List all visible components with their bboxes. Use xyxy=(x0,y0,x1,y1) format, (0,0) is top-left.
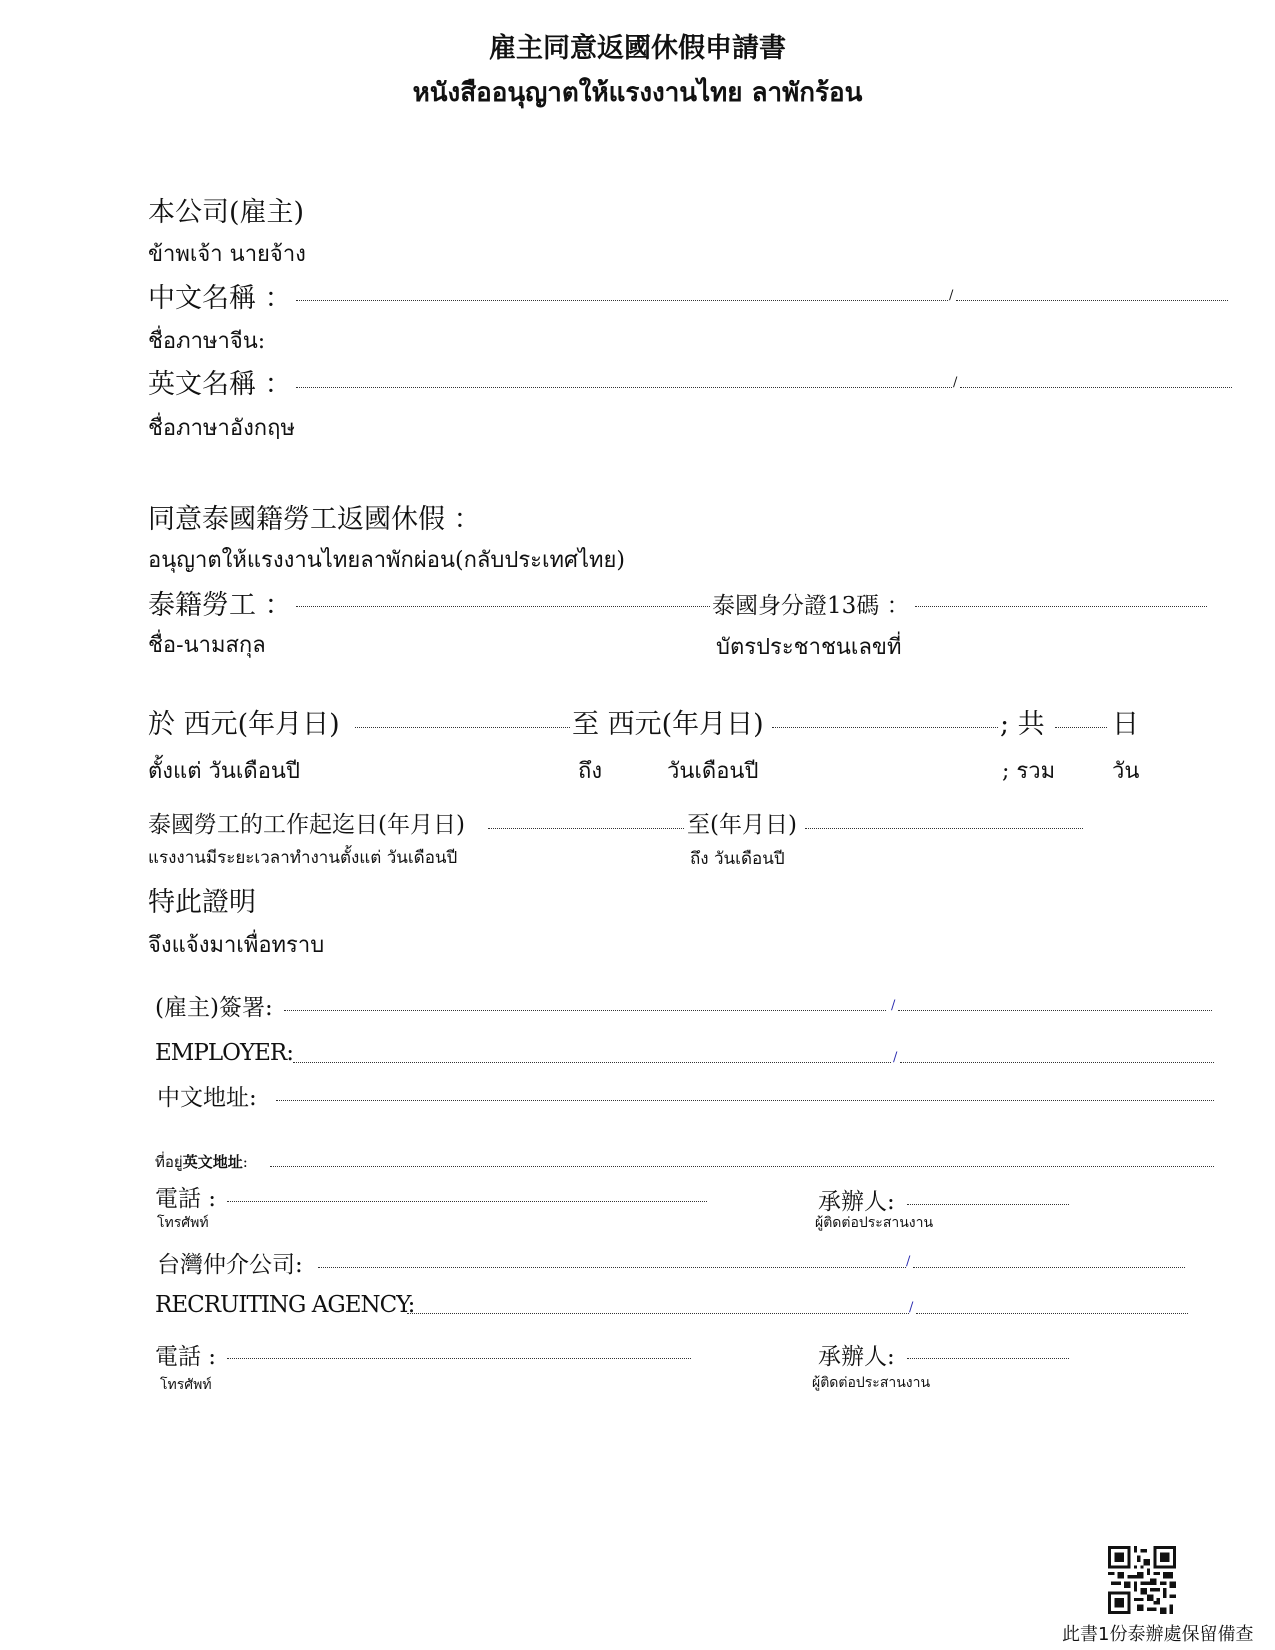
agency-phone-th: โทรศัพท์ xyxy=(160,1377,212,1393)
cn-name-th-field[interactable] xyxy=(956,300,1228,301)
employer-slash: / xyxy=(893,1050,898,1065)
from-date-field[interactable] xyxy=(355,727,570,728)
agency-phone-label: 電話 : xyxy=(155,1344,217,1370)
employer-heading-th: ข้าพเจ้า นายจ้าง xyxy=(148,242,306,267)
employer-sign-slash: / xyxy=(891,998,896,1013)
employer-th-field[interactable] xyxy=(900,1062,1214,1063)
en-address-field[interactable] xyxy=(270,1166,1214,1167)
certify-th: จึงแจ้งมาเพื่อทราบ xyxy=(148,933,325,958)
cn-name-th: ชื่อภาษาจีน: xyxy=(148,329,266,354)
agency-phone-field[interactable] xyxy=(227,1358,691,1359)
footer-note: 此書1份泰辦處保留備查 xyxy=(1062,1624,1254,1645)
title-thai: หนังสืออนุญาตให้แรงงานไทย ลาพักร้อน xyxy=(412,78,863,108)
qr-code-icon xyxy=(1108,1546,1176,1614)
en-address-zh: 英文地址 xyxy=(182,1153,243,1171)
consent-heading-zh: 同意泰國籍勞工返國休假 ： xyxy=(148,504,481,535)
agency-contact-th: ผู้ติดต่อประสานงาน xyxy=(812,1375,931,1391)
en-name-th: ชื่อภาษาอังกฤษ xyxy=(148,416,295,441)
employer-phone-label: 電話 : xyxy=(155,1186,217,1212)
work-end-field[interactable] xyxy=(805,828,1083,829)
agency-contact-field[interactable] xyxy=(907,1358,1069,1359)
employer-sign-field[interactable] xyxy=(284,1010,886,1011)
employer-phone-field[interactable] xyxy=(227,1201,707,1202)
to-date-th-b: วันเดือนปี xyxy=(667,759,759,784)
agency-en-field[interactable] xyxy=(407,1313,909,1314)
agency-en-slash: / xyxy=(909,1300,914,1315)
employer-field[interactable] xyxy=(293,1062,891,1063)
worker-name-field[interactable] xyxy=(296,606,710,607)
employer-contact-field[interactable] xyxy=(907,1204,1069,1205)
agency-name-label: 台灣仲介公司: xyxy=(157,1252,303,1278)
agency-name-slash: / xyxy=(906,1254,911,1269)
employer-sign-th-field[interactable] xyxy=(898,1010,1212,1011)
employer-heading-zh: 本公司(雇主) xyxy=(148,197,305,228)
consent-heading-th: อนุญาตให้แรงงานไทยลาพักผ่อน(กลับประเทศไทย) xyxy=(148,548,625,573)
agency-contact-label: 承辦人: xyxy=(818,1344,895,1370)
from-date-label: 於 西元(年月日) xyxy=(148,709,340,740)
en-name-slash: / xyxy=(953,375,958,390)
cn-name-slash: / xyxy=(949,288,954,303)
id-th: บัตรประชาชนเลขที่ xyxy=(716,635,902,660)
from-date-th: ตั้งแต่ วันเดือนปี xyxy=(148,759,300,784)
id-label: 泰國身分證13碼 ： xyxy=(712,593,910,619)
employer-contact-label: 承辦人: xyxy=(818,1189,895,1215)
work-period-to-label: 至(年月日) xyxy=(687,812,797,838)
en-address-label xyxy=(155,1150,248,1174)
en-address-th: ที่อยู่ xyxy=(155,1153,183,1171)
cn-address-field[interactable] xyxy=(276,1100,1214,1101)
worker-th: ชื่อ-นามสกุล xyxy=(148,633,266,658)
work-period-to-th: ถึง วันเดือนปี xyxy=(690,849,785,869)
employer-phone-th: โทรศัพท์ xyxy=(157,1215,209,1231)
to-date-label: 至 西元(年月日) xyxy=(572,709,764,740)
agency-en-th-field[interactable] xyxy=(916,1313,1188,1314)
day-th: วัน xyxy=(1112,759,1140,784)
work-period-label: 泰國勞工的工作起迄日(年月日) xyxy=(148,812,465,838)
to-date-field[interactable] xyxy=(772,727,998,728)
en-address-colon: : xyxy=(242,1153,248,1171)
agency-name-th-field[interactable] xyxy=(913,1267,1185,1268)
total-th: ; รวม xyxy=(1002,759,1056,784)
cn-name-field[interactable] xyxy=(296,300,948,301)
total-label: ; 共 xyxy=(1000,709,1045,740)
agency-en-label: RECRUITING AGENCY: xyxy=(155,1292,415,1318)
worker-label: 泰籍勞工 ： xyxy=(148,590,292,621)
en-name-field[interactable] xyxy=(296,387,952,388)
work-period-th: แรงงานมีระยะเวลาทำงานตั้งแต่ วันเดือนปี xyxy=(148,848,458,868)
employer-contact-th: ผู้ติดต่อประสานงาน xyxy=(815,1215,934,1231)
work-start-field[interactable] xyxy=(488,828,684,829)
employer-sign-label: (雇主)簽署: xyxy=(155,995,273,1021)
id-number-field[interactable] xyxy=(915,606,1207,607)
cn-address-label: 中文地址: xyxy=(157,1085,257,1111)
total-days-field[interactable] xyxy=(1055,727,1107,728)
en-name-label: 英文名稱 ： xyxy=(148,369,292,400)
certify-zh: 特此證明 xyxy=(148,887,256,918)
employer-label: EMPLOYER: xyxy=(155,1040,293,1066)
day-label: 日 xyxy=(1112,709,1139,740)
cn-name-label: 中文名稱 ： xyxy=(148,283,292,314)
to-date-th-a: ถึง xyxy=(578,759,603,784)
title-chinese: 雇主同意返國休假申請書 xyxy=(489,33,786,64)
agency-name-field[interactable] xyxy=(318,1267,906,1268)
en-name-th-field[interactable] xyxy=(960,387,1232,388)
